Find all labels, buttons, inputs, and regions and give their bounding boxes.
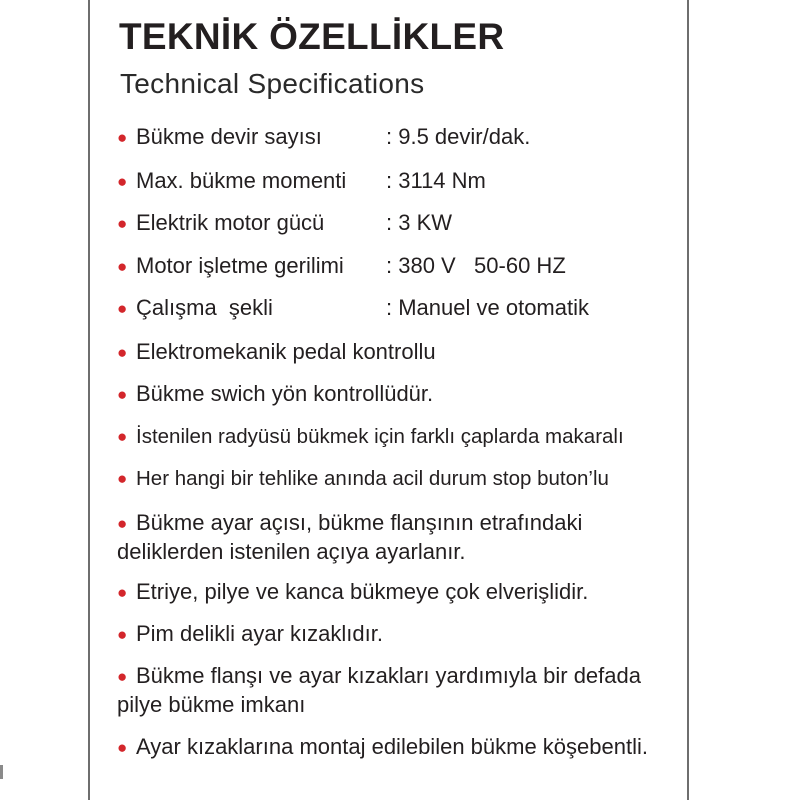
feature-text: Ayar kızaklarına montaj edilebilen bükme köşebentli.	[136, 734, 648, 759]
feature-item	[117, 380, 433, 409]
bullet-icon: ●	[117, 667, 128, 686]
bullet-icon: ●	[117, 214, 128, 233]
spec-label: Çalışma şekli	[136, 295, 273, 320]
spec-row-max-torque	[117, 167, 486, 196]
spec-label: Elektrik motor gücü	[136, 210, 325, 235]
feature-text: İstenilen radyüsü bükmek için farklı çaplarda makaralı	[136, 425, 624, 448]
bullet-icon: ●	[117, 257, 128, 276]
bullet-icon: ●	[117, 514, 128, 533]
feature-item	[117, 465, 609, 493]
spec-row-operating-mode	[117, 294, 589, 323]
spec-label: Max. bükme momenti	[136, 168, 347, 193]
bullet-icon: ●	[117, 343, 128, 362]
feature-text: Pim delikli ayar kızaklıdır.	[136, 621, 383, 646]
spec-value: : 380 V 50-60 HZ	[386, 253, 566, 278]
spec-value: : 9.5 devir/dak.	[386, 124, 531, 149]
spec-value: : Manuel ve otomatik	[386, 295, 589, 320]
bullet-icon: ●	[117, 427, 128, 446]
bullet-icon: ●	[117, 625, 128, 644]
feature-item	[117, 662, 657, 719]
feature-item	[117, 509, 657, 566]
spec-row-motor-voltage	[117, 252, 566, 281]
feature-item	[117, 620, 383, 649]
page-title: TEKNİK ÖZELLİKLER	[119, 16, 505, 57]
feature-text: Elektromekanik pedal kontrollu	[136, 339, 436, 364]
feature-text: Etriye, pilye ve kanca bükmeye çok elverişlidir.	[136, 579, 589, 604]
spec-value: : 3114 Nm	[386, 168, 486, 193]
spec-label: Motor işletme gerilimi	[136, 253, 344, 278]
bullet-icon: ●	[117, 385, 128, 404]
feature-text: Bükme ayar açısı, bükme flanşının etrafındaki deliklerden istenilen açıya ayarlanır.	[117, 510, 583, 564]
bullet-icon: ●	[117, 172, 128, 191]
bullet-icon: ●	[117, 128, 128, 147]
bullet-icon: ●	[117, 583, 128, 602]
feature-item	[117, 578, 588, 607]
bullet-icon: ●	[117, 299, 128, 318]
spec-row-motor-power	[117, 209, 452, 238]
bullet-icon: ●	[117, 738, 128, 757]
edge-mark	[0, 765, 3, 779]
feature-text: Bükme flanşı ve ayar kızakları yardımıyla bir defada pilye bükme imkanı	[117, 663, 641, 717]
spec-row-rotation-speed	[117, 123, 530, 152]
feature-item	[117, 733, 657, 762]
feature-item	[117, 338, 436, 367]
feature-item	[117, 423, 624, 451]
spec-label: Bükme devir sayısı	[136, 124, 322, 149]
page-subtitle: Technical Specifications	[120, 68, 425, 99]
feature-text: Bükme swich yön kontrollüdür.	[136, 381, 434, 406]
spec-value: : 3 KW	[386, 210, 453, 235]
bullet-icon: ●	[117, 469, 128, 488]
feature-text: Her hangi bir tehlike anında acil durum stop buton’lu	[136, 467, 609, 490]
